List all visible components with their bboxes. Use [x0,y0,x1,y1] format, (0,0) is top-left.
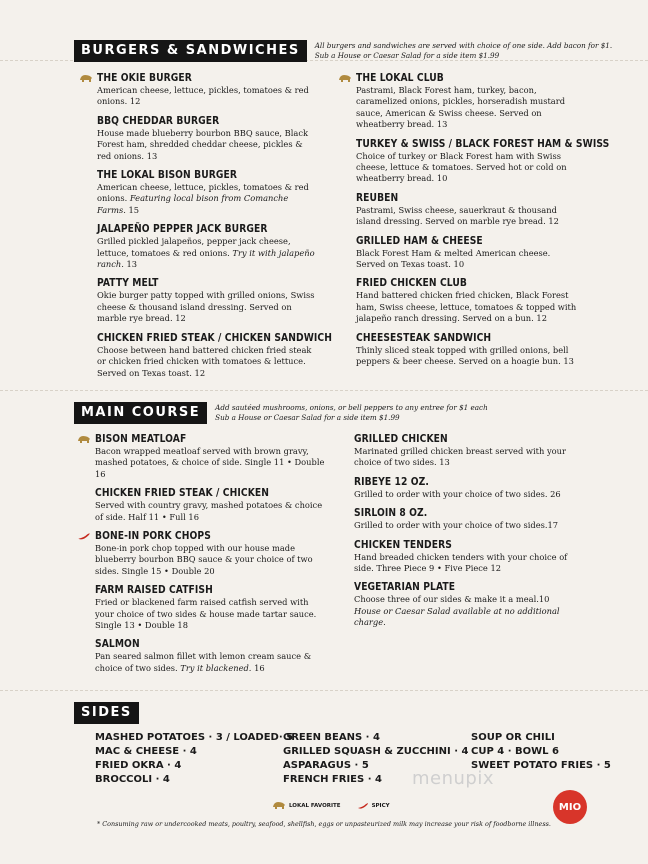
restaurant-logo: MIO [553,790,587,824]
description-highlight: Featuring local bison from Comanche Farms. [97,193,289,215]
bison-icon [272,801,286,810]
menu-item-name: RIBEYE 12 OZ. [354,476,429,488]
description-text: Black Forest Ham & melted American cheese. Served on Texas toast. 10 [356,247,551,270]
menu-item [95,530,325,577]
menu-item-name: FARM RAISED CATFISH [95,585,213,597]
description-note: House or Caesar Salad available at no additional charge. [354,605,560,628]
description-text: Choose between hand battered chicken fried steak or chicken fried chicken with tomatoes & lettuce. Served on Texas toast. 12 [97,344,312,378]
menu-item-name: GRILLED CHICKEN [354,434,448,445]
menu-item-description [354,594,580,628]
menu-item-description [95,500,325,523]
menu-item [354,433,580,469]
menu-item-description [356,85,578,131]
sides-column-1 [95,731,293,787]
menu-item-name: GRILLED HAM & CHEESE [356,235,483,247]
sides-column-3 [471,731,611,773]
menu-item-name: VEGETARIAN PLATE [354,582,456,594]
side-item: GRILLED SQUASH & ZUCCHINI · 4 [283,746,469,757]
menu-item-name: BONE-IN PORK CHOPS [95,531,211,543]
main-right-column [354,433,580,636]
description-text: Grilled pickled jalapeños, pepper jack cheese, lettuce, tomatoes & red onions. [97,236,291,258]
menu-item-description [95,597,325,631]
menu-item [354,581,580,628]
description-text: Marinated grilled chicken breast served with your choice of two sides. 13 [354,446,566,468]
menu-item [356,138,610,185]
bison-icon [77,435,91,444]
chili-pepper-icon [77,532,91,541]
menu-item-name: THE LOKAL CLUB [356,73,444,84]
description-text: Grilled to order with your choice of two sides.17 [354,520,559,531]
menu-item-name: CHEESESTEAK SANDWICH [356,332,492,344]
side-item: SWEET POTATO FRIES · 5 [471,760,611,771]
menu-item [356,72,578,131]
burgers-header [74,40,612,62]
menu-item-name: BISON MEATLOAF [95,434,187,445]
description-price: 13 [123,259,138,270]
description-text: Hand breaded chicken tenders with your choice of side. Three Piece 9 • Five Piece 12 [354,551,568,574]
menu-item [356,277,578,324]
side-item: MAC & CHEESE · 4 [95,746,197,757]
menu-item-name: CHICKEN FRIED STEAK / CHICKEN SANDWICH [97,332,333,344]
legend-lokal-label: LOKAL FAVORITE [289,802,341,809]
main-header [74,402,488,424]
menu-item-description [95,543,325,577]
menu-item [356,235,578,271]
description-text: Pastrami, Black Forest ham, turkey, bacon, caramelized onions, pickles, horseradish mustard sauce, American & Swiss cheese. Served on wheatberry bread. 13 [356,85,566,130]
description-text: House made blueberry bourbon BBQ sauce, Black Forest ham, shredded cheddar cheese, pickles & red onions. 13 [97,127,309,161]
sides-header [74,702,139,724]
menu-item-name: SALMON [95,639,140,651]
chili-pepper-icon [357,802,369,810]
legend-spicy-label: SPICY [371,802,390,809]
main-title: MAIN COURSE [74,402,207,424]
description-highlight: Try it blackened. [180,662,252,673]
side-item: SOUP OR CHILI [471,732,555,743]
description-text: Pastrami, Swiss cheese, sauerkraut & thousand island dressing. Served on marble rye bread. 12 [356,204,559,227]
menu-item-name: PATTY MELT [97,278,159,290]
menu-item-name: FRIED CHICKEN CLUB [356,278,467,290]
bison-icon [79,74,93,83]
menu-item [354,507,580,531]
menu-item-description [354,552,580,575]
description-text: American cheese, lettuce, pickles, tomatoes & red onions. [97,182,309,204]
description-text: American cheese, lettuce, pickles, tomatoes & red onions. 12 [97,85,309,107]
description-text: Served with country gravy, mashed potatoes & choice of side. Half 11 • Full 16 [95,500,323,522]
menu-item-description [97,182,315,216]
description-text: Thinly sliced steak topped with grilled onions, bell peppers & beer cheese. Served on a hoagie bun. 13 [356,344,574,367]
menu-item-description [356,345,578,368]
watermark: menupix [412,768,495,789]
description-text: Fried or blackened farm raised catfish served with your choice of two sides & house made tartar sauce. Single 13 • Double 18 [95,597,317,631]
menu-item-name: TURKEY & SWISS / BLACK FOREST HAM & SWISS [356,138,610,150]
menu-item-description [95,446,325,480]
side-item: ASPARAGUS · 5 [283,760,369,771]
menu-item-description [97,236,315,270]
menu-item-description [354,446,580,469]
menu-item-description [356,290,578,324]
description-text: Bone-in pork chop topped with our house made blueberry bourbon BBQ sauce & your choice of two sides. Single 15 • Double 20 [95,543,313,576]
main-left-column [95,433,325,681]
burgers-right-column [356,72,610,375]
menu-item [95,638,325,674]
menu-item [354,539,580,575]
menu-item [95,584,325,631]
description-price: 15 [125,204,140,215]
description-text: Pan seared salmon fillet with lemon cream sauce & choice of two sides. [95,651,312,673]
menu-item [97,277,315,324]
menu-item-name: CHICKEN FRIED STEAK / CHICKEN [95,488,270,500]
menu-item [97,72,315,108]
foodborne-illness-footnote: * Consuming raw or undercooked meats, poultry, seafood, shellfish, eggs or unpasteurized milk may increase your risk of foodborne illness. [97,820,551,828]
menu-item [356,332,578,368]
menu-item-description [97,128,315,162]
description-text: Hand battered chicken fried chicken, Black Forest ham, Swiss cheese, lettuce, tomatoes & topped with jalapeño ranch dressing. Served on a bun. 12 [356,290,577,324]
menu-item-name: THE OKIE BURGER [97,73,192,84]
side-item: GREEN BEANS · 4 [283,732,380,743]
menu-item [354,476,580,500]
side-item: FRENCH FRIES · 4 [283,774,382,785]
description-highlight: Try it with jalapeño ranch. [97,247,315,270]
menu-item-description [356,151,578,185]
description-text: Choose three of our sides & make it a meal.10 [354,594,550,605]
side-item: BROCCOLI · 4 [95,774,170,785]
side-item: CUP 4 · BOWL 6 [471,746,559,757]
description-text: Bacon wrapped meatloaf served with brown gravy, mashed potatoes, & choice of side. Single 11 • Double 16 [95,446,325,479]
sides-title: SIDES [74,702,139,724]
main-note: Add sautéed mushrooms, onions, or bell peppers to any entree for $1 each Sub a House or Caesar Salad for a side item $1.99 [215,403,488,422]
menu-item-name: JALAPEÑO PEPPER JACK BURGER [97,224,268,236]
menu-item-description [95,651,325,674]
description-text: Okie burger patty topped with grilled onions, Swiss cheese & thousand island dressing. Served on marble rye bread. 12 [97,290,315,324]
burgers-note: All burgers and sandwiches are served with choice of one side. Add bacon for $1. Sub a House or Caesar Salad for a side item $1.99 [314,41,613,60]
menu-item [97,169,315,216]
description-text: Grilled to order with your choice of two sides. 26 [354,488,561,499]
menu-item-name: SIRLOIN 8 OZ. [354,508,428,520]
burgers-title: BURGERS & SANDWICHES [74,40,307,62]
menu-item-name: THE LOKAL BISON BURGER [97,170,238,182]
menu-item [95,433,325,480]
menu-item-description [97,290,315,324]
side-item: FRIED OKRA · 4 [95,760,182,771]
menu-item-description [97,85,315,108]
menu-item-name: REUBEN [356,192,399,204]
side-item: MASHED POTATOES · 3 / LOADED· 5 [95,732,294,743]
menu-item [356,192,578,228]
description-price: 16 [251,662,265,673]
menu-item-name: BBQ CHEDDAR BURGER [97,115,220,127]
menu-item [97,115,315,162]
description-text: Choice of turkey or Black Forest ham with Swiss cheese, lettuce & tomatoes. Served hot or cold on wheatberry bread. 10 [356,150,567,184]
menu-item-description [97,345,315,379]
menu-item-description [354,489,580,500]
menu-item-description [354,520,580,531]
map-line [0,690,648,691]
menu-item-name: CHICKEN TENDERS [354,539,452,551]
map-line [0,390,648,391]
menu-item [95,487,325,523]
bison-icon [338,74,352,83]
menu-item [97,223,315,270]
menu-item-description [356,205,578,228]
menu-item-description [356,248,578,271]
burgers-left-column [97,72,333,386]
menu-item [97,332,333,379]
legend [272,801,390,810]
